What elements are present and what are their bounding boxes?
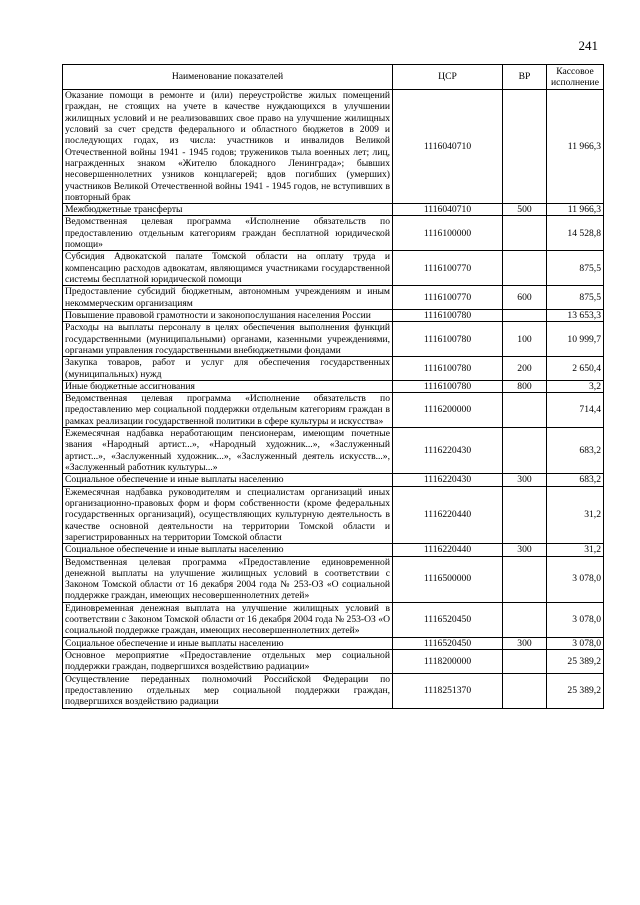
row-vr: 200 — [503, 357, 547, 381]
row-vr — [503, 216, 547, 251]
row-vr: 600 — [503, 286, 547, 310]
row-vr — [503, 486, 547, 544]
row-vr: 100 — [503, 322, 547, 357]
table-row — [63, 380, 604, 392]
table-row — [63, 637, 604, 649]
row-name: Расходы на выплаты персоналу в целях обеспечения выполнения функций государственными (муниципальными) органами, казенными учреждениями, органами управления государственными внебюджетными фондами — [63, 322, 393, 357]
row-name: Основное мероприятие «Предоставление отдельных мер социальной поддержки граждан, подвергшихся воздействию радиации» — [63, 650, 393, 674]
table-row — [63, 428, 604, 474]
row-csr: 1116100770 — [393, 251, 503, 286]
row-vr: 500 — [503, 204, 547, 216]
row-csr: 1116100770 — [393, 286, 503, 310]
row-csr: 1116520450 — [393, 637, 503, 649]
row-csr: 1116220430 — [393, 474, 503, 486]
row-csr: 1118200000 — [393, 650, 503, 674]
header-csr: ЦСР — [393, 65, 503, 90]
row-name: Единовременная денежная выплата на улучшение жилищных условий в соответствии с Законом Томской области от 16 декабря 2004 года № 253-ОЗ «О социальной поддержке граждан, имеющих несовершеннолетних детей» — [63, 602, 393, 637]
row-vr: 300 — [503, 474, 547, 486]
row-amount: 875,5 — [547, 251, 604, 286]
row-amount: 13 653,3 — [547, 309, 604, 321]
table-row — [63, 322, 604, 357]
row-name: Ежемесячная надбавка неработающим пенсионерам, имеющим почетные звания «Народный артист...», «Народный художник...», «Заслуженный артист...», «Заслуженный художник...», «Заслуженный деятель искусств...», «Заслуженный работник культуры...» — [63, 428, 393, 474]
row-amount: 14 528,8 — [547, 216, 604, 251]
row-amount: 31,2 — [547, 544, 604, 556]
row-vr — [503, 90, 547, 204]
row-name: Ведомственная целевая программа «Исполнение обязательств по предоставлению отдельным категориям граждан бесплатной юридической помощи» — [63, 216, 393, 251]
row-vr: 800 — [503, 380, 547, 392]
row-amount: 25 389,2 — [547, 650, 604, 674]
row-amount: 683,2 — [547, 474, 604, 486]
row-amount: 683,2 — [547, 428, 604, 474]
row-name: Осуществление переданных полномочий Российской Федерации по предоставлению отдельных мер социальной поддержки граждан, подвергшихся воздействию радиации — [63, 673, 393, 708]
table-row — [63, 544, 604, 556]
table-row — [63, 650, 604, 674]
row-name: Иные бюджетные ассигнования — [63, 380, 393, 392]
row-amount: 11 966,3 — [547, 204, 604, 216]
row-amount: 11 966,3 — [547, 90, 604, 204]
row-csr: 1116220440 — [393, 486, 503, 544]
row-vr — [503, 673, 547, 708]
row-name: Субсидия Адвокатской палате Томской области на оплату труда и компенсацию расходов адвокатам, являющимся участниками государственной системы бесплатной юридической помощи — [63, 251, 393, 286]
row-amount: 3 078,0 — [547, 602, 604, 637]
row-name: Ежемесячная надбавка руководителям и специалистам организаций иных организационно-правовых форм и форм собственности (кроме федеральных государственных организаций), осуществляющих культурную деятельность в качестве основной деятельности на территории Томской области и зарегистрированных на территории Томской области — [63, 486, 393, 544]
row-csr: 1116220430 — [393, 428, 503, 474]
row-vr — [503, 251, 547, 286]
row-vr — [503, 650, 547, 674]
row-name: Социальное обеспечение и иные выплаты населению — [63, 474, 393, 486]
row-csr: 1116520450 — [393, 602, 503, 637]
row-amount: 714,4 — [547, 393, 604, 428]
row-name: Оказание помощи в ремонте и (или) переустройстве жилых помещений граждан, не стоящих на учете в качестве нуждающихся в улучшении жилищных условий и не реализовавших свое право на улучшение жилищных условий за счет средств федерального и областного бюджетов в 2009 и последующих годах, из числа: участников и инвалидов Великой Отечественной войны 1941 - 1945 годов; тружеников тыла военных лет; лиц, награжденных знаком «Жителю блокадного Ленинграда»; бывших несовершеннолетних узников концлагерей; вдов погибших (умерших) участников Великой Отечественной войны 1941 - 1945 годов, не вступивших в повторный брак — [63, 90, 393, 204]
row-csr: 1116040710 — [393, 90, 503, 204]
row-amount: 25 389,2 — [547, 673, 604, 708]
row-csr: 1116100780 — [393, 380, 503, 392]
row-csr: 1116200000 — [393, 393, 503, 428]
row-vr — [503, 602, 547, 637]
row-csr: 1116100780 — [393, 322, 503, 357]
row-amount: 2 650,4 — [547, 357, 604, 381]
row-name: Повышение правовой грамотности и законопослушания населения России — [63, 309, 393, 321]
row-amount: 875,5 — [547, 286, 604, 310]
row-vr — [503, 428, 547, 474]
table-row — [63, 309, 604, 321]
table-row — [63, 204, 604, 216]
table-row — [63, 556, 604, 602]
row-vr: 300 — [503, 637, 547, 649]
table-row — [63, 486, 604, 544]
header-amount: Кассовое исполнение — [547, 65, 604, 90]
row-amount: 3,2 — [547, 380, 604, 392]
table-row — [63, 286, 604, 310]
page-number: 241 — [578, 38, 598, 53]
row-vr — [503, 309, 547, 321]
header-vr: ВР — [503, 65, 547, 90]
row-vr: 300 — [503, 544, 547, 556]
row-vr — [503, 393, 547, 428]
row-csr: 1116500000 — [393, 556, 503, 602]
row-csr: 1116220440 — [393, 544, 503, 556]
table-row — [63, 90, 604, 204]
row-name: Социальное обеспечение и иные выплаты населению — [63, 544, 393, 556]
table-row — [63, 216, 604, 251]
table-row — [63, 474, 604, 486]
table-header-row — [63, 65, 604, 90]
row-vr — [503, 556, 547, 602]
budget-table — [62, 64, 604, 709]
row-name: Предоставление субсидий бюджетным, автономным учреждениям и иным некоммерческим организациям — [63, 286, 393, 310]
row-amount: 3 078,0 — [547, 556, 604, 602]
row-csr: 1116100780 — [393, 309, 503, 321]
row-csr: 1116040710 — [393, 204, 503, 216]
row-csr: 1116100000 — [393, 216, 503, 251]
table-row — [63, 602, 604, 637]
table-row — [63, 251, 604, 286]
table-row — [63, 673, 604, 708]
row-csr: 1118251370 — [393, 673, 503, 708]
row-name: Ведомственная целевая программа «Предоставление единовременной денежной выплаты на улучшение жилищных условий в соответствии с Законом Томской области от 16 декабря 2004 года № 253-ОЗ «О социальной поддержке граждан, имеющих несовершеннолетних детей» — [63, 556, 393, 602]
row-csr: 1116100780 — [393, 357, 503, 381]
row-amount: 10 999,7 — [547, 322, 604, 357]
row-amount: 3 078,0 — [547, 637, 604, 649]
row-name: Межбюджетные трансферты — [63, 204, 393, 216]
table-row — [63, 393, 604, 428]
row-name: Социальное обеспечение и иные выплаты населению — [63, 637, 393, 649]
header-name: Наименование показателей — [63, 65, 393, 90]
table-row — [63, 357, 604, 381]
row-name: Ведомственная целевая программа «Исполнение обязательств по предоставлению мер социальной поддержки отдельным категориям граждан в рамках реализации государственной политики в сфере культуры и искусства» — [63, 393, 393, 428]
row-amount: 31,2 — [547, 486, 604, 544]
row-name: Закупка товаров, работ и услуг для обеспечения государственных (муниципальных) нужд — [63, 357, 393, 381]
